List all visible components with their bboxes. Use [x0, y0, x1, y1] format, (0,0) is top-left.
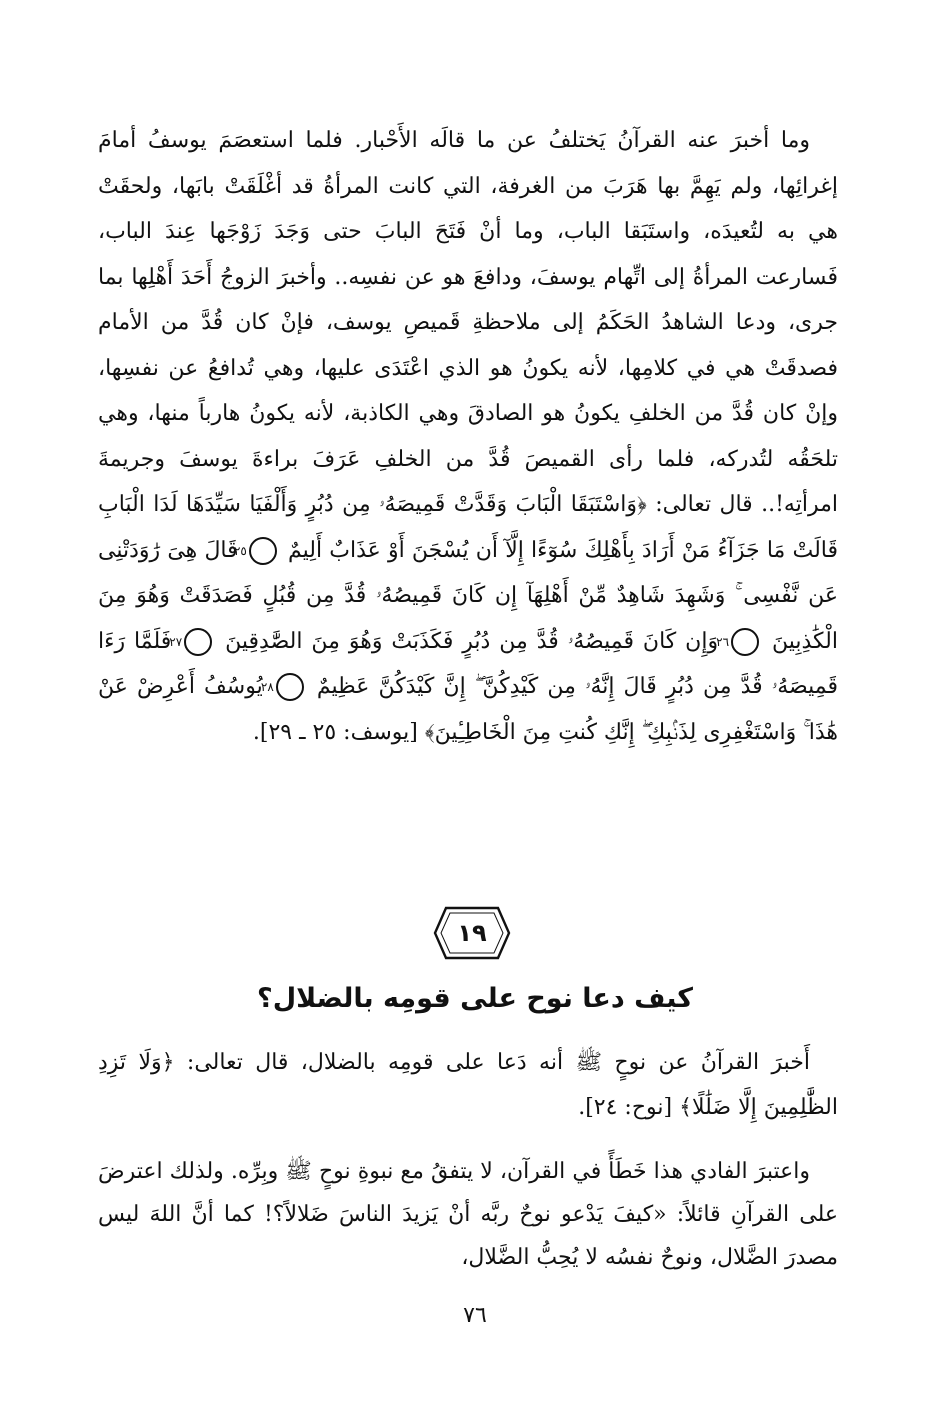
- paragraph-text: واعتبرَ الفادي هذا خَطَأً في القرآن، لا يتفقُ مع نبوةِ نوحٍ ﷺ وبِرِّه. ولذلك اعترضَ على القرآنِ قائلاً: «كيفَ يَدْعو نوحٌ ربَّه أنْ يَزيدَ الناسَ ضَلالاً؟! كما أنَّ اللهَ ليس مصدرَ الضَّلال، ونوحٌ نفسُه لا يُحِبُّ الضَّلال،: [98, 1159, 838, 1270]
- quote-open-bracket: ﴿: [637, 492, 647, 517]
- page-number: ٧٦: [463, 1303, 487, 1328]
- quote-close-bracket: ﴾: [424, 719, 435, 745]
- quran-verse-26: قَالَ هِىَ رَٰوَدَتْنِى عَن نَّفْسِى ۚ وَشَهِدَ شَاهِدٌ مِّنْ أَهْلِهَآ إِن كَانَ قَمِيصُهُۥ قُدَّ مِن قُبُلٍ فَصَدَقَتْ وَهُوَ مِنَ الْكَٰذِبِينَ: [98, 537, 838, 654]
- body-paragraph-nuh: [98, 1040, 838, 1130]
- section-number-badge: [432, 905, 512, 961]
- citation-nuh: [نوح: ٢٤].: [578, 1095, 673, 1120]
- body-paragraph-yusuf: [98, 118, 838, 755]
- narrative-text: أَخبرَ القرآنُ عن نوحٍ ﷺ أنه دَعا على قومِه بالضلال، قال تعالى:: [186, 1050, 810, 1075]
- quran-quote-yusuf: [98, 492, 838, 745]
- narrative-text: وما أخبرَ عنه القرآنُ يَختلفُ عن ما قالَه الأَحْبار. فلما استعصَمَ يوسفُ أمامَ إغرائِها، ولم يَهِمَّ بها هَرَبَ من الغرفة، التي كانت المرأةُ قد أغْلَقَتْ بابَها، ولحقَتْ هي به لتُعيدَه، واستَبَقا الباب، وما أنْ فَتَحَ البابَ حتى وَجَدَ زَوْجَها عِندَ الباب، فَسارعت المرأةُ إلى اتِّهام يوسفَ، ودافعَ هو عن نفسِه.. وأخبرَ الزوجُ أَحَدَ أَهْلِها بما جرى، ودعا الشاهدُ الحَكَمُ إلى ملاحظةِ قَميصِ يوسف، فإنْ كان قُدَّ من الأمام فصدقَتْ هي في كلامِها، لأنه يكونُ هو الذي اعْتَدَى عليها، وهي تُدافعُ عن نفسِها، وإنْ كان قُدَّ من الخلفِ يكونُ هو الصادقَ وهي الكاذبة، لأنه يكونُ هارباً منها، وهي تلحَقُه لتُدركه، فلما رأى القميصَ قُدَّ من الخلفِ عَرَفَ براءةَ يوسفَ وجريمةَ امرأتِه!.. قال تعالى:: [98, 128, 838, 517]
- ayah-number-28: ٢٨: [276, 673, 304, 701]
- ayah-number-26: ٢٦: [731, 628, 759, 656]
- quran-verse-28: فَلَمَّا رَءَا قَمِيصَهُۥ قُدَّ مِن دُبُرٍ قَالَ إِنَّهُۥ مِن كَيْدِكُنَّ ۖ إِنَّ كَيْدَكُنَّ عَظِيمٌ: [98, 628, 838, 699]
- quran-verse-27: وَإِن كَانَ قَمِيصُهُۥ قُدَّ مِن دُبُرٍ فَكَذَبَتْ وَهُوَ مِنَ الصَّٰدِقِينَ: [225, 628, 719, 654]
- section-number: ١٩: [457, 919, 487, 947]
- section-title: كيف دعا نوح على قومِه بالضلال؟: [257, 983, 693, 1014]
- quran-verse-29: يُوسُفُ أَعْرِضْ عَنْ هَٰذَا ۚ وَاسْتَغْفِرِى لِذَنۢبِكِ ۖ إِنَّكِ كُنتِ مِنَ الْخَاطِـِٔينَ: [98, 674, 838, 745]
- ayah-number-25: ٢٥: [249, 537, 277, 565]
- paragraph-text: [98, 118, 838, 755]
- quran-verse-25: وَاسْتَبَقَا الْبَابَ وَقَدَّتْ قَمِيصَهُۥ مِن دُبُرٍ وَأَلْفَيَا سَيِّدَهَا لَدَا الْبَابِ قَالَتْ مَا جَزَآءُ مَنْ أَرَادَ بِأَهْلِكَ سُوٓءًا إِلَّآ أَن يُسْجَنَ أَوْ عَذَابٌ أَلِيمٌ: [98, 492, 839, 563]
- paragraph-text: [98, 1040, 838, 1130]
- quran-quote-nuh: ﴿وَلَا تَزِدِ الظَّٰلِمِينَ إِلَّا ضَلَٰلًا﴾: [98, 1050, 838, 1120]
- citation-yusuf: [يوسف: ٢٥ ـ ٢٩].: [252, 719, 418, 745]
- ayah-number-27: ٢٧: [184, 628, 212, 656]
- body-paragraph-objection: [98, 1150, 838, 1279]
